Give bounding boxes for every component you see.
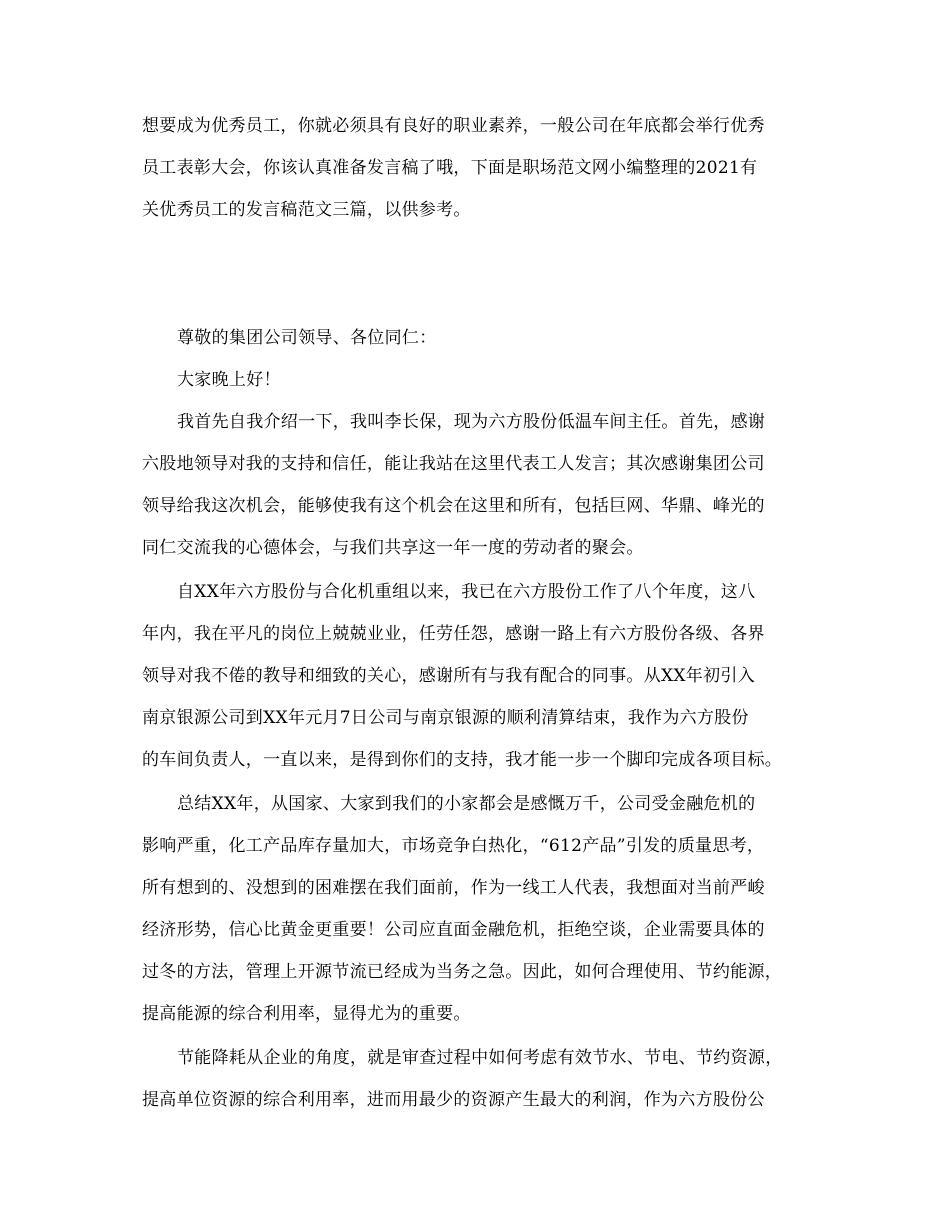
paragraph-3-line-2: 影响严重，化工产品库存量加大，市场竞争白热化，“612产品”引发的质量思考，	[142, 836, 765, 856]
paragraph-4-line-2: 提高单位资源的综合利用率，进而用最少的资源产生最大的利润，作为六方股份公	[142, 1090, 765, 1110]
intro-line-2: 员工表彰大会，你该认真准备发言稿了哦，下面是职场范文网小编整理的2021有	[142, 158, 758, 178]
paragraph-2-line-2: 年内，我在平凡的岗位上兢兢业业，任劳任怨，感谢一路上有六方股份各级、各界	[142, 624, 765, 644]
paragraph-1-line-1: 我首先自我介绍一下，我叫李长保，现为六方股份低温车间主任。首先，感谢	[177, 412, 766, 432]
paragraph-3-line-4: 经济形势，信心比黄金更重要！公司应直面金融危机，拒绝空谈，企业需要具体的	[142, 920, 765, 940]
paragraph-2-line-3: 领导对我不倦的教导和细致的关心，感谢所有与我有配合的同事。从XX年初引入	[142, 666, 756, 686]
paragraph-3-line-5: 过冬的方法，管理上开源节流已经成为当务之急。因此，如何合理使用、节约能源，	[142, 962, 783, 982]
salutation: 尊敬的集团公司领导、各位同仁：	[177, 328, 437, 348]
paragraph-1-line-4: 同仁交流我的心德体会，与我们共享这一年一度的劳动者的聚会。	[142, 538, 644, 558]
paragraph-3-line-1: 总结XX年，从国家、大家到我们的小家都会是感慨万千，公司受金融危机的	[177, 794, 756, 814]
paragraph-2-line-5: 的车间负责人，一直以来，是得到你们的支持，我才能一步一个脚印完成各项目标。	[142, 750, 783, 770]
paragraph-2-line-4: 南京银源公司到XX年元月7日公司与南京银源的顺利清算结束，我作为六方股份	[142, 708, 749, 728]
paragraph-2-line-1: 自XX年六方股份与合化机重组以来，我已在六方股份工作了八个年度，这八	[177, 582, 756, 602]
paragraph-4-line-1: 节能降耗从企业的角度，就是审查过程中如何考虑有效节水、节电、节约资源，	[177, 1048, 783, 1068]
greeting: 大家晚上好！	[177, 370, 281, 390]
paragraph-1-line-2: 六股地领导对我的支持和信任，能让我站在这里代表工人发言；其次感谢集团公司	[142, 454, 765, 474]
intro-line-3: 关优秀员工的发言稿范文三篇，以供参考。	[142, 200, 471, 220]
paragraph-3-line-3: 所有想到的、没想到的困难摆在我们面前，作为一线工人代表，我想面对当前严峻	[142, 878, 765, 898]
paragraph-1-line-3: 领导给我这次机会，能够使我有这个机会在这里和所有，包括巨网、华鼎、峰光的	[142, 496, 765, 516]
paragraph-3-line-6: 提高能源的综合利用率，显得尤为的重要。	[142, 1004, 471, 1024]
intro-line-1: 想要成为优秀员工，你就必须具有良好的职业素养，一般公司在年底都会举行优秀	[142, 116, 765, 136]
